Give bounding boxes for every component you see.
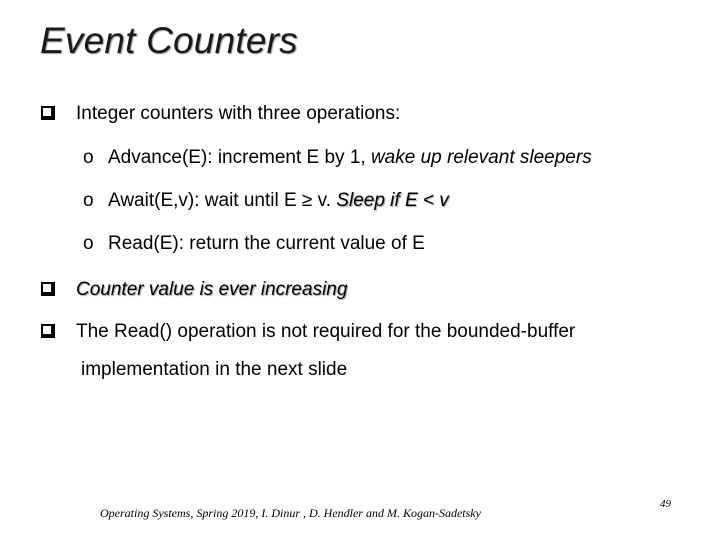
footer-credits: Operating Systems, Spring 2019, I. Dinur , D. Hendler and M. Kogan-Sadetsky <box>100 506 481 520</box>
circle-bullet-icon: o <box>83 233 94 254</box>
sub-bullet-advance <box>108 147 592 169</box>
square-bullet-icon <box>41 282 55 296</box>
bullet-text-3-line1: The Read() operation is not required for the bounded-buffer <box>76 321 576 342</box>
sub-bullet-await-italic: Sleep if E < v <box>336 190 449 211</box>
slide-title: Event Counters <box>40 20 298 61</box>
bullet-text-3-line2: implementation in the next slide <box>81 359 348 380</box>
sub-bullet-advance-text: Advance(E): increment E by 1, <box>108 147 371 168</box>
page-number: 49 <box>660 498 671 510</box>
sub-bullet-read: Read(E): return the current value of E <box>108 233 425 254</box>
circle-bullet-icon: o <box>83 147 94 168</box>
square-bullet-icon <box>41 106 55 120</box>
bullet-text-1: Integer counters with three operations: <box>76 103 401 124</box>
circle-bullet-icon: o <box>83 190 94 211</box>
sub-bullet-advance-italic: wake up relevant sleepers <box>370 147 592 168</box>
sub-bullet-await-text: Await(E,v): wait until E ≥ v. <box>108 190 337 211</box>
square-bullet-icon <box>41 324 55 338</box>
bullet-text-2: Counter value is ever increasing <box>76 279 348 300</box>
sub-bullet-await <box>108 190 449 212</box>
